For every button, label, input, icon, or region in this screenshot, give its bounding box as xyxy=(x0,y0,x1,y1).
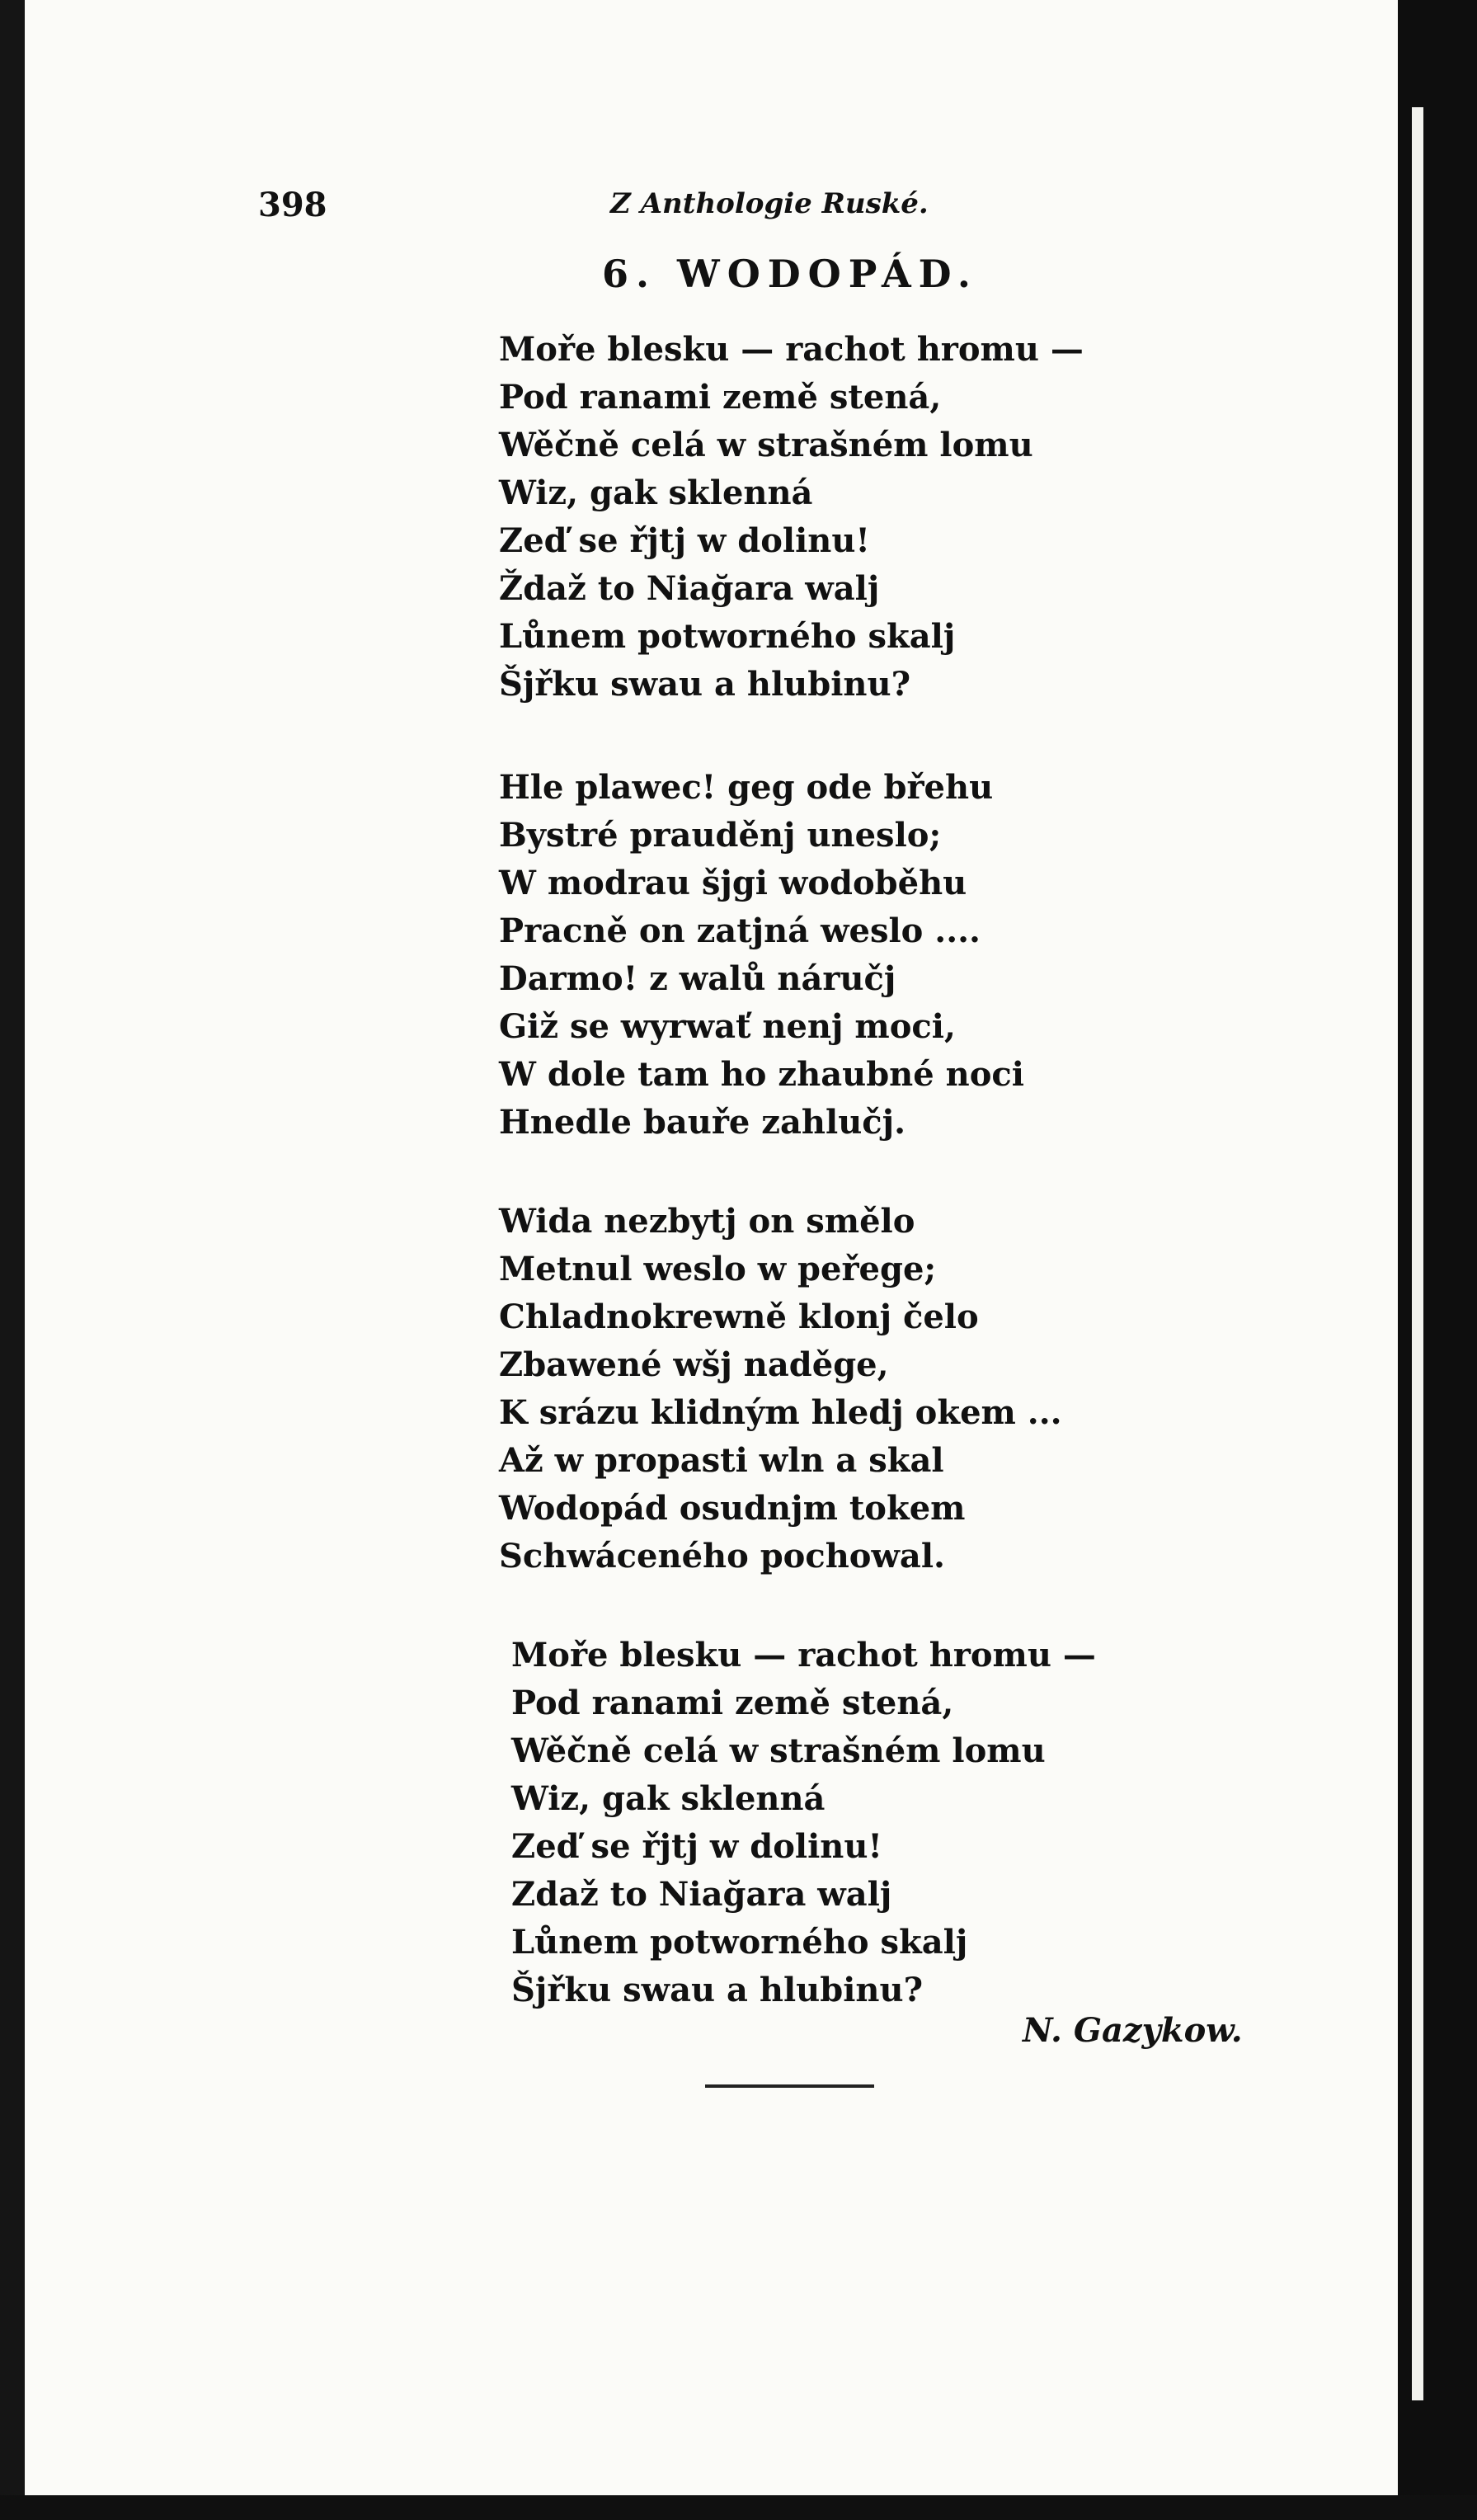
end-rule-divider xyxy=(705,2084,874,2088)
poem-line: Zeď se řjtj w dolinu! xyxy=(499,521,870,560)
scan-edge-paper-strip xyxy=(1412,107,1423,2400)
poem-line: K srázu klidným hledj okem ... xyxy=(499,1393,1062,1432)
scan-edge-right xyxy=(1398,0,1477,2520)
poem-line: Šjřku swau a hlubinu? xyxy=(511,1971,924,2009)
scan-edge-bottom xyxy=(0,2495,1477,2520)
poem-line: Wěčně celá w strašném lomu xyxy=(499,426,1033,464)
poem-line: Pod ranami země stená, xyxy=(499,378,942,417)
poem-line: Schwáceného pochowal. xyxy=(499,1537,945,1576)
page-number: 398 xyxy=(258,186,327,224)
poem-line: Metnul weslo w peřege; xyxy=(499,1250,937,1288)
poem-line: Bystré prauděnj uneslo; xyxy=(499,816,942,855)
poem-line: Pod ranami země stená, xyxy=(511,1684,954,1722)
poem-line: Hle plawec! geg ode břehu xyxy=(499,768,994,807)
poem-line: W modrau šjgi wodoběhu xyxy=(499,864,967,902)
poem-line: Šjřku swau a hlubinu? xyxy=(499,665,911,704)
poem-line: Lůnem potworného skalj xyxy=(499,617,956,656)
stanza xyxy=(499,1198,1126,1580)
poem-line: Moře blesku — rachot hromu — xyxy=(511,1636,1096,1675)
poem-line: Zeď se řjtj w dolinu! xyxy=(511,1827,882,1866)
page-header xyxy=(0,186,1477,235)
poem-line: Zdaž to Niağara walj xyxy=(511,1875,892,1914)
poem-line: Giž se wyrwať nenj moci, xyxy=(499,1007,956,1046)
poem-line: Wiz, gak sklenná xyxy=(511,1779,826,1818)
stanza xyxy=(499,326,1126,709)
poem-line: Ždaž to Niağara walj xyxy=(499,569,880,608)
poem-line: Moře blesku — rachot hromu — xyxy=(499,330,1084,369)
poem-line: Hnedle bauře zahlučj. xyxy=(499,1103,906,1142)
poem-line: Až w propasti wln a skal xyxy=(499,1441,944,1480)
poem-line: Darmo! z walů náručj xyxy=(499,959,896,998)
poem-line: W dole tam ho zhaubné noci xyxy=(499,1055,1024,1094)
poem-line: Wěčně celá w strašném lomu xyxy=(511,1731,1046,1770)
poem-line: Wodopád osudnjm tokem xyxy=(499,1489,966,1528)
poem-line: Zbawené wšj naděge, xyxy=(499,1345,889,1384)
poem-line: Pracně on zatjná weslo .... xyxy=(499,911,981,950)
poem-title: 6. WODOPÁD. xyxy=(602,252,978,296)
stanza xyxy=(511,1632,1138,2014)
running-head: Z Anthologie Ruské. xyxy=(610,187,929,220)
poem-line: Chladnokrewně klonj čelo xyxy=(499,1298,979,1336)
poem-line: Wida nezbytj on smělo xyxy=(499,1202,915,1241)
author-signature: N. Gazykow. xyxy=(1023,2011,1243,2050)
stanza xyxy=(499,764,1126,1147)
poem-line: Wiz, gak sklenná xyxy=(499,473,813,512)
poem-line: Lůnem potworného skalj xyxy=(511,1923,968,1962)
